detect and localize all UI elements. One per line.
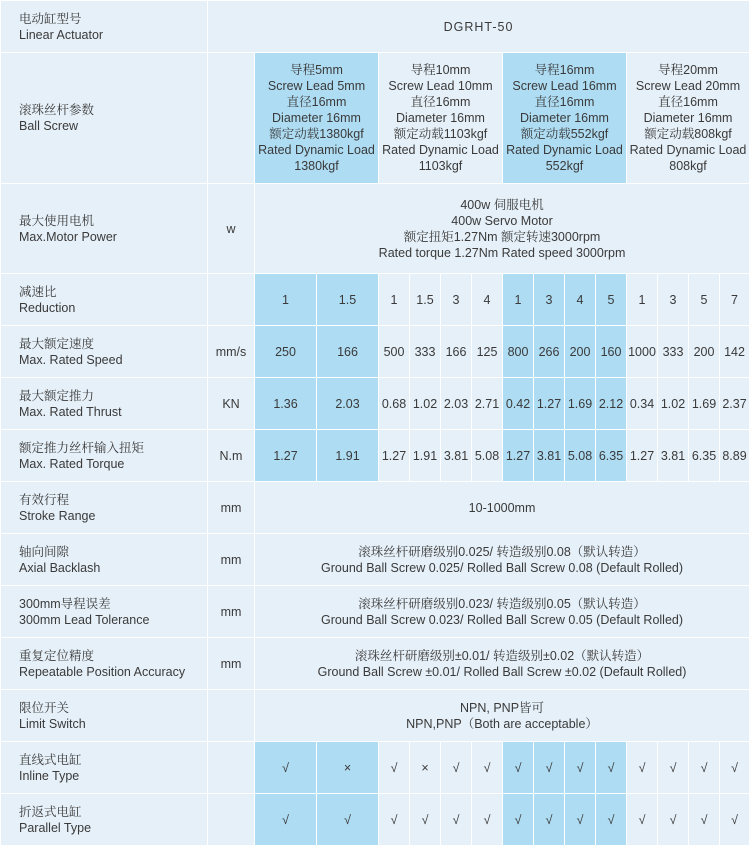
thrust-cell: 0.68: [379, 378, 410, 430]
torque-cell: 1.27: [503, 430, 534, 482]
parallel-type-cell: √: [534, 794, 565, 846]
torque-row: [1, 430, 749, 482]
torque-unit: N.m: [208, 430, 255, 482]
limit-switch-label: 限位开关 Limit Switch: [1, 690, 208, 742]
thrust-cell: 1.02: [410, 378, 441, 430]
inline-type-cell: √: [503, 742, 534, 794]
inline-type-cell: √: [658, 742, 689, 794]
motor-value: 400w 伺服电机 400w Servo Motor 额定扭矩1.27Nm 额定转速3000rpm Rated torque 1.27Nm Rated speed 3000rpm: [255, 184, 749, 274]
parallel-type-cell: √: [565, 794, 596, 846]
torque-cell: 5.08: [565, 430, 596, 482]
motor-unit: w: [208, 184, 255, 274]
speed-cell: 800: [503, 326, 534, 378]
reduction-cell: 3: [658, 274, 689, 326]
thrust-cell: 1.27: [534, 378, 565, 430]
model-name: DGRHT-50: [208, 1, 749, 53]
inline-type-row: [1, 742, 749, 794]
speed-row: [1, 326, 749, 378]
ball-screw-row: [1, 53, 749, 184]
lead-16mm: 导程16mm Screw Lead 16mm 直径16mm Diameter 16mm 额定动载552kgf Rated Dynamic Load 552kgf: [503, 53, 627, 184]
limit-switch-value: NPN, PNP皆可 NPN,PNP（Both are acceptable）: [255, 690, 749, 742]
parallel-type-label: 折返式电缸 Parallel Type: [1, 794, 208, 846]
torque-cell: 8.89: [720, 430, 749, 482]
torque-cell: 3.81: [534, 430, 565, 482]
parallel-type-cell: √: [441, 794, 472, 846]
lead-tolerance-label: 300mm导程误差 300mm Lead Tolerance: [1, 586, 208, 638]
inline-type-label: 直线式电缸 Inline Type: [1, 742, 208, 794]
inline-type-cell: √: [534, 742, 565, 794]
lead-tolerance-unit: mm: [208, 586, 255, 638]
motor-row: [1, 184, 749, 274]
thrust-cell: 2.37: [720, 378, 749, 430]
lead-tolerance-value: 滚珠丝杆研磨级别0.023/ 转造级别0.05（默认转造） Ground Ball Screw 0.023/ Rolled Ball Screw 0.05 (Default Rolled): [255, 586, 749, 638]
parallel-type-unit: [208, 794, 255, 846]
torque-cell: 1.27: [627, 430, 658, 482]
speed-cell: 125: [472, 326, 503, 378]
stroke-unit: mm: [208, 482, 255, 534]
inline-type-cell: √: [255, 742, 317, 794]
limit-switch-unit: [208, 690, 255, 742]
repeat-accuracy-label: 重复定位精度 Repeatable Position Accuracy: [1, 638, 208, 690]
reduction-cell: 1: [627, 274, 658, 326]
ball-screw-unit: [208, 53, 255, 184]
lead-5mm: 导程5mm Screw Lead 5mm 直径16mm Diameter 16mm 额定动载1380kgf Rated Dynamic Load 1380kgf: [255, 53, 379, 184]
speed-cell: 166: [317, 326, 379, 378]
parallel-type-cell: √: [410, 794, 441, 846]
torque-cell: 6.35: [596, 430, 627, 482]
inline-type-cell: √: [565, 742, 596, 794]
parallel-type-cell: √: [317, 794, 379, 846]
inline-type-cell: √: [379, 742, 410, 794]
thrust-cell: 2.12: [596, 378, 627, 430]
thrust-cell: 2.71: [472, 378, 503, 430]
lead-20mm: 导程20mm Screw Lead 20mm 直径16mm Diameter 16mm 额定动载808kgf Rated Dynamic Load 808kgf: [627, 53, 749, 184]
lead-tolerance-row: [1, 586, 749, 638]
thrust-cell: 0.42: [503, 378, 534, 430]
parallel-type-cell: √: [689, 794, 720, 846]
repeat-accuracy-value: 滚珠丝杆研磨级别±0.01/ 转造级别±0.02（默认转造） Ground Ball Screw ±0.01/ Rolled Ball Screw ±0.02 (Default Rolled): [255, 638, 749, 690]
reduction-cell: 4: [565, 274, 596, 326]
torque-cell: 5.08: [472, 430, 503, 482]
model-label: 电动缸型号 Linear Actuator: [1, 1, 208, 53]
reduction-cell: 1: [255, 274, 317, 326]
speed-cell: 200: [565, 326, 596, 378]
thrust-cell: 0.34: [627, 378, 658, 430]
reduction-cell: 5: [689, 274, 720, 326]
speed-cell: 266: [534, 326, 565, 378]
torque-cell: 1.91: [317, 430, 379, 482]
speed-cell: 142: [720, 326, 749, 378]
inline-type-unit: [208, 742, 255, 794]
thrust-cell: 1.69: [689, 378, 720, 430]
parallel-type-cell: √: [472, 794, 503, 846]
parallel-type-cell: √: [503, 794, 534, 846]
stroke-value: 10-1000mm: [255, 482, 749, 534]
reduction-cell: 7: [720, 274, 749, 326]
ball-screw-label: 滚珠丝杆参数 Ball Screw: [1, 53, 208, 184]
reduction-cell: 5: [596, 274, 627, 326]
torque-cell: 3.81: [441, 430, 472, 482]
speed-cell: 200: [689, 326, 720, 378]
reduction-row: [1, 274, 749, 326]
thrust-cell: 1.02: [658, 378, 689, 430]
speed-cell: 160: [596, 326, 627, 378]
reduction-cell: 1: [503, 274, 534, 326]
thrust-cell: 1.36: [255, 378, 317, 430]
motor-label: 最大使用电机 Max.Motor Power: [1, 184, 208, 274]
speed-cell: 1000: [627, 326, 658, 378]
thrust-label: 最大额定推力 Max. Rated Thrust: [1, 378, 208, 430]
parallel-type-row: [1, 794, 749, 846]
repeat-accuracy-row: [1, 638, 749, 690]
parallel-type-cell: √: [596, 794, 627, 846]
torque-cell: 3.81: [658, 430, 689, 482]
thrust-cell: 2.03: [441, 378, 472, 430]
speed-cell: 500: [379, 326, 410, 378]
reduction-unit: [208, 274, 255, 326]
thrust-cell: 2.03: [317, 378, 379, 430]
torque-cell: 1.27: [379, 430, 410, 482]
reduction-label: 减速比 Reduction: [1, 274, 208, 326]
stroke-label: 有效行程 Stroke Range: [1, 482, 208, 534]
reduction-cell: 4: [472, 274, 503, 326]
lead-10mm: 导程10mm Screw Lead 10mm 直径16mm Diameter 16mm 额定动载1103kgf Rated Dynamic Load 1103kgf: [379, 53, 503, 184]
speed-unit: mm/s: [208, 326, 255, 378]
model-row: [1, 1, 749, 53]
thrust-unit: KN: [208, 378, 255, 430]
thrust-row: [1, 378, 749, 430]
parallel-type-cell: √: [255, 794, 317, 846]
reduction-cell: 3: [534, 274, 565, 326]
inline-type-cell: √: [689, 742, 720, 794]
backlash-row: [1, 534, 749, 586]
inline-type-cell: √: [596, 742, 627, 794]
inline-type-cell: √: [472, 742, 503, 794]
inline-type-cell: √: [720, 742, 749, 794]
stroke-row: [1, 482, 749, 534]
speed-cell: 333: [658, 326, 689, 378]
reduction-cell: 1.5: [317, 274, 379, 326]
inline-type-cell: ×: [410, 742, 441, 794]
speed-cell: 250: [255, 326, 317, 378]
reduction-cell: 3: [441, 274, 472, 326]
speed-cell: 166: [441, 326, 472, 378]
speed-cell: 333: [410, 326, 441, 378]
inline-type-cell: √: [627, 742, 658, 794]
torque-cell: 6.35: [689, 430, 720, 482]
parallel-type-cell: √: [720, 794, 749, 846]
repeat-accuracy-unit: mm: [208, 638, 255, 690]
torque-label: 额定推力丝杆输入扭矩 Max. Rated Torque: [1, 430, 208, 482]
parallel-type-cell: √: [379, 794, 410, 846]
torque-cell: 1.91: [410, 430, 441, 482]
thrust-cell: 1.69: [565, 378, 596, 430]
reduction-cell: 1: [379, 274, 410, 326]
backlash-label: 轴向间隙 Axial Backlash: [1, 534, 208, 586]
torque-cell: 1.27: [255, 430, 317, 482]
parallel-type-cell: √: [627, 794, 658, 846]
backlash-unit: mm: [208, 534, 255, 586]
speed-label: 最大额定速度 Max. Rated Speed: [1, 326, 208, 378]
limit-switch-row: [1, 690, 749, 742]
reduction-cell: 1.5: [410, 274, 441, 326]
inline-type-cell: √: [441, 742, 472, 794]
parallel-type-cell: √: [658, 794, 689, 846]
backlash-value: 滚珠丝杆研磨级别0.025/ 转造级别0.08（默认转造） Ground Ball Screw 0.025/ Rolled Ball Screw 0.08 (Default Rolled): [255, 534, 749, 586]
inline-type-cell: ×: [317, 742, 379, 794]
